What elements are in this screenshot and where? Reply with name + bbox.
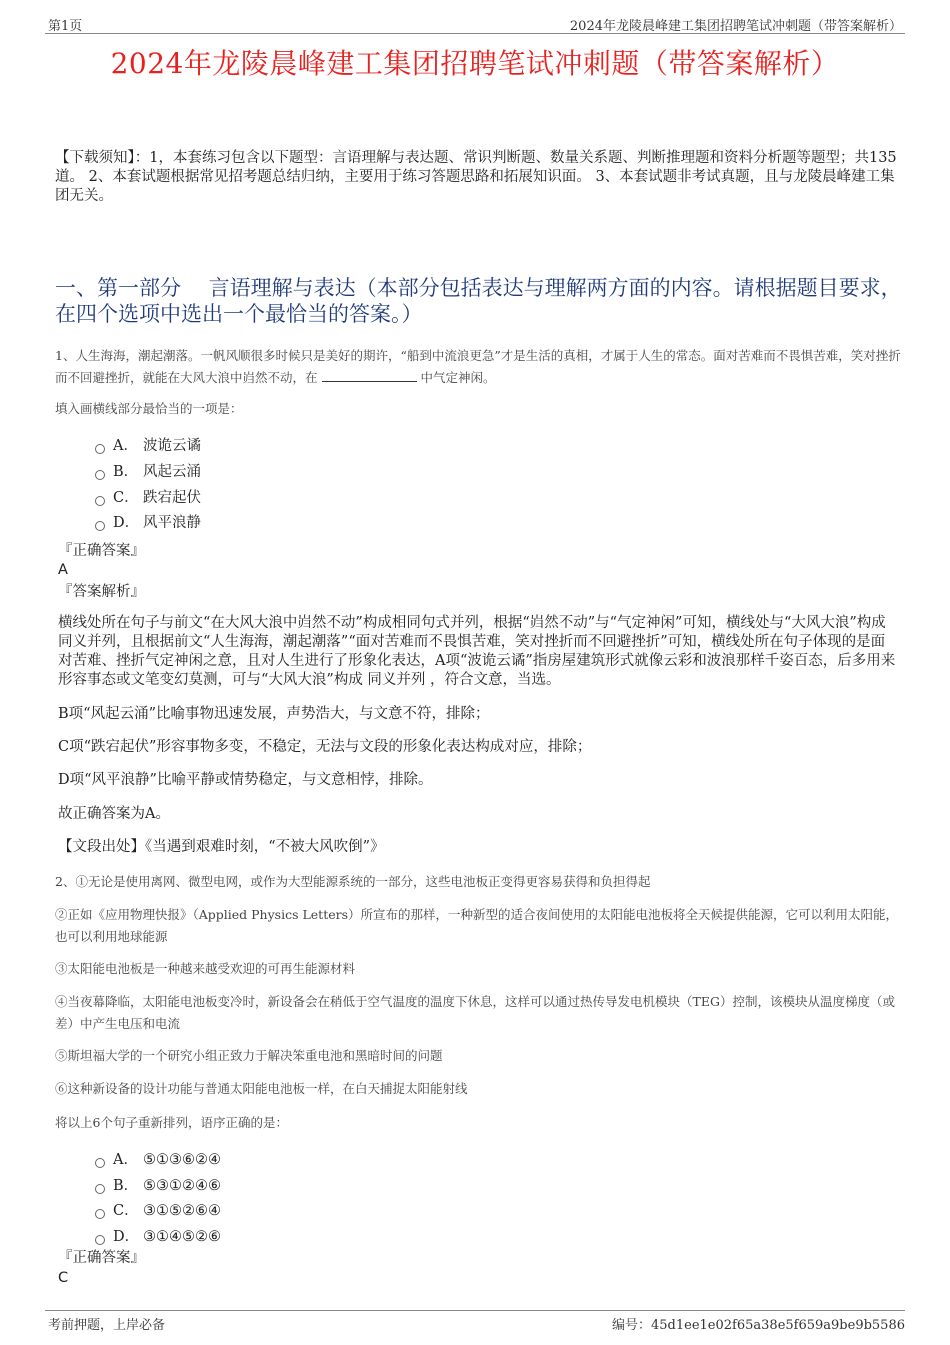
option-letter: A． — [113, 1152, 138, 1168]
radio-icon[interactable] — [95, 1184, 105, 1194]
option-text: ⑤①③⑥②④ — [143, 1152, 221, 1168]
question-2-sentence-1: 2、①无论是使用离网、微型电网，或作为大型能源系统的一部分，这些电池板正变得更容易获得和负担得起 — [55, 874, 651, 889]
radio-icon[interactable] — [95, 1235, 105, 1245]
q2-answer: C — [58, 1270, 69, 1286]
footer-slogan: 考前押题，上岸必备 — [48, 1318, 166, 1333]
option-text: ⑤③①②④⑥ — [143, 1178, 221, 1194]
q2-option-b[interactable] — [95, 1176, 221, 1196]
q2-option-a[interactable] — [95, 1150, 221, 1170]
header-divider — [45, 33, 905, 34]
option-letter: C． — [113, 490, 139, 506]
q1-source: 【文段出处】《当遇到艰难时刻，“不被大风吹倒”》 — [58, 839, 385, 855]
document-id: 编号：45d1ee1e02f65a38e5f659a9be9b5586 — [612, 1318, 905, 1333]
download-notice: 【下载须知】：1，本套练习包含以下题型：言语理解与表达题、常识判断题、数量关系题、判断推理题和资料分析题等题型；共135道。 2、本套试题根据常见招考题总结归纳，主要用于练习答题思路和拓展知识面。 3、本套试题非考试真题，且与龙陵晨峰建工集团无关。 — [55, 150, 897, 204]
option-text: 风平浪静 — [143, 515, 201, 531]
q1-conclusion: 故正确答案为A。 — [58, 806, 170, 822]
option-letter: B． — [113, 464, 139, 480]
question-2-sentence-5: ⑤斯坦福大学的一个研究小组正致力于解决笨重电池和黑暗时间的问题 — [55, 1048, 443, 1063]
question-2-sentence-3: ③太阳能电池板是一种越来越受欢迎的可再生能源材料 — [55, 961, 356, 976]
document-title: 2024年龙陵晨峰建工集团招聘笔试冲刺题（带答案解析） — [110, 47, 840, 80]
radio-icon[interactable] — [95, 1209, 105, 1219]
question-2-prompt: 将以上6个句子重新排列，语序正确的是： — [55, 1115, 288, 1130]
q2-answer-tag: 『正确答案』 — [58, 1250, 145, 1266]
q2-option-c[interactable] — [95, 1201, 221, 1221]
section-heading: 一、第一部分 言语理解与表达（本部分包括表达与理解两方面的内容。请根据题目要求，在四个选项中选出一个最恰当的答案。） — [55, 276, 902, 326]
q1-analysis-tag: 『答案解析』 — [58, 584, 145, 600]
radio-icon[interactable] — [95, 521, 105, 531]
radio-icon[interactable] — [95, 444, 105, 454]
q1-option-b[interactable] — [95, 462, 201, 482]
option-text: 波诡云谲 — [143, 438, 201, 454]
question-1-stem — [55, 345, 905, 389]
page-number: 第1页 — [48, 19, 83, 34]
radio-icon[interactable] — [95, 470, 105, 480]
running-header-title: 2024年龙陵晨峰建工集团招聘笔试冲刺题（带答案解析） — [569, 19, 902, 34]
option-letter: A． — [113, 438, 138, 454]
question-2-sentence-2: ②正如《应用物理快报》（Applied Physics Letters）所宣布的那样，一种新型的适合夜间使用的太阳能电池板将全天候提供能源，它可以利用太阳能，也可以利用地球能源 — [55, 907, 899, 944]
question-1-text: 1、人生海海，潮起潮落。一帆风顺很多时候只是美好的期许，“船到中流浪更急”才是生活的真相，才属于人生的常态。面对苦难而不畏惧苦难，笑对挫折而不回避挫折，就能在大风大浪中岿然不动，在 — [55, 348, 901, 385]
q1-analysis-b: B项“风起云涌”比喻事物迅速发展，声势浩大，与文意不符，排除； — [58, 706, 490, 722]
q1-analysis-paragraph: 横线处所在句子与前文“在大风大浪中岿然不动”构成相同句式并列，根据“岿然不动”与“气定神闲”可知，横线处与“大风大浪”构成同义并列，且根据前文“人生海海，潮起潮落”“面对苦难而不畏惧苦难，笑对挫折而不回避挫折”可知，横线处所在句子体现的是面对苦难、挫折气定神闲之意，且对人生进行了形象化表达，A项“波诡云谲”指房屋建筑形式就像云彩和波浪那样千姿百态，后多用来形容事态或文笔变幻莫测，可与“大风大浪”构成 同义并列 ，符合文意，当选。 — [58, 615, 896, 688]
option-text: 风起云涌 — [143, 464, 201, 480]
option-letter: B． — [113, 1178, 139, 1194]
question-2-sentence-6: ⑥这种新设备的设计功能与普通太阳能电池板一样，在白天捕捉太阳能射线 — [55, 1081, 468, 1096]
option-letter: D． — [113, 515, 140, 531]
question-1-prompt: 填入画横线部分最恰当的一项是： — [55, 401, 243, 416]
footer-divider — [45, 1310, 905, 1311]
q1-analysis-d: D项“风平浪静”比喻平静或情势稳定，与文意相悖，排除。 — [58, 772, 433, 788]
option-text: 跌宕起伏 — [143, 490, 201, 506]
q2-option-d[interactable] — [95, 1227, 221, 1247]
q1-answer-tag: 『正确答案』 — [58, 543, 145, 559]
fill-blank — [322, 369, 417, 382]
question-2-sentence-4: ④当夜幕降临，太阳能电池板变冷时，新设备会在稍低于空气温度的温度下休息，这样可以通过热传导发电机模块（TEG）控制，该模块从温度梯度（或差）中产生电压和电流 — [55, 994, 895, 1031]
option-letter: C． — [113, 1203, 139, 1219]
q1-option-d[interactable] — [95, 513, 201, 533]
question-1-text-end: 中气定神闲。 — [420, 370, 496, 385]
q1-analysis-c: C项“跌宕起伏”形容事物多变，不稳定，无法与文段的形象化表达构成对应，排除； — [58, 739, 592, 755]
option-text: ③①⑤②⑥④ — [143, 1203, 221, 1219]
radio-icon[interactable] — [95, 1158, 105, 1168]
q1-option-a[interactable] — [95, 436, 201, 456]
q1-answer: A — [58, 562, 68, 578]
option-letter: D． — [113, 1229, 140, 1245]
radio-icon[interactable] — [95, 496, 105, 506]
option-text: ③①④⑤②⑥ — [143, 1229, 221, 1245]
q1-option-c[interactable] — [95, 488, 201, 508]
